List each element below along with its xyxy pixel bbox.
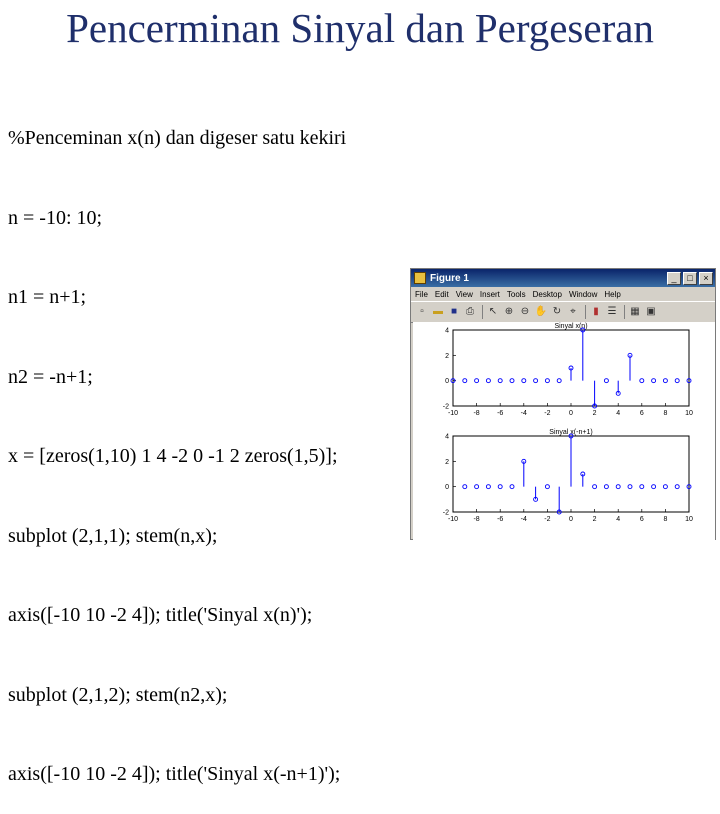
menu-window[interactable]: Window: [568, 289, 598, 299]
open-icon[interactable]: ▬: [433, 306, 443, 317]
code-block: [8, 72, 346, 814]
axes-title: Sinyal x(n): [554, 323, 588, 330]
code-line: axis([-10 10 -2 4]); title('Sinyal x(-n+1)');: [8, 763, 341, 785]
x-tick-label: -2: [544, 410, 551, 417]
code-line: n1 = n+1;: [8, 286, 87, 308]
toolbar-divider: [624, 305, 625, 319]
axes-title: Sinyal x(-n+1): [549, 429, 593, 436]
x-tick-label: 4: [616, 516, 621, 523]
save-icon[interactable]: ■: [450, 306, 458, 317]
x-tick-label: -10: [447, 516, 459, 523]
y-tick-label: -2: [442, 509, 449, 517]
menu-desktop[interactable]: Desktop: [532, 289, 562, 299]
code-line: subplot (2,1,2); stem(n2,x);: [8, 683, 228, 706]
minimize-button[interactable]: _: [667, 272, 681, 285]
y-tick-label: 4: [445, 327, 449, 335]
toolbar-divider: [482, 305, 483, 319]
x-tick-label: 8: [663, 516, 668, 523]
x-tick-label: 2: [592, 516, 597, 523]
new-icon[interactable]: ▫: [420, 306, 424, 317]
x-tick-label: 10: [685, 516, 693, 523]
code-line: n2 = -n+1;: [8, 365, 93, 388]
zoom-out-icon[interactable]: ⊖: [520, 306, 530, 317]
figure-toolbar: [411, 301, 715, 323]
matlab-figure-window: [410, 268, 716, 540]
code-line: axis([-10 10 -2 4]); title('Sinyal x(n)');: [8, 604, 313, 626]
legend-icon[interactable]: ☰: [607, 306, 617, 317]
maximize-button[interactable]: □: [683, 272, 697, 285]
x-tick-label: 2: [592, 410, 597, 417]
rotate-icon[interactable]: ↻: [552, 306, 562, 317]
figure-titlebar[interactable]: [411, 269, 715, 287]
x-tick-label: -6: [497, 410, 504, 417]
stem-plots: [413, 322, 715, 540]
x-tick-label: 6: [639, 410, 644, 417]
menu-view[interactable]: View: [455, 289, 473, 299]
x-tick-label: -4: [520, 410, 527, 417]
code-line: x = [zeros(1,10) 1 4 -2 0 -1 2 zeros(1,5)];: [8, 445, 338, 467]
x-tick-label: 4: [616, 410, 621, 417]
y-tick-label: 0: [445, 378, 449, 386]
code-line: n = -10: 10;: [8, 206, 103, 229]
x-tick-label: -6: [497, 516, 504, 523]
menu-edit[interactable]: Edit: [434, 289, 449, 299]
colorbar-icon[interactable]: ▮: [593, 306, 599, 317]
toolbar-divider: [585, 305, 586, 319]
menu-help[interactable]: Help: [604, 289, 621, 299]
x-tick-label: -4: [520, 516, 527, 523]
figure-menubar: [411, 287, 715, 301]
x-tick-label: 6: [639, 516, 644, 523]
x-tick-label: 8: [663, 410, 668, 417]
data-cursor-icon[interactable]: ⌖: [570, 306, 576, 317]
x-tick-label: -2: [544, 516, 551, 523]
zoom-in-icon[interactable]: ⊕: [504, 306, 514, 317]
x-tick-label: -10: [447, 410, 459, 417]
plot-area: [413, 322, 715, 540]
menu-file[interactable]: File: [415, 289, 428, 299]
x-tick-label: -8: [473, 516, 480, 523]
x-tick-label: 10: [685, 410, 693, 417]
matlab-figure-icon: [414, 272, 426, 284]
y-tick-label: -2: [442, 403, 449, 411]
x-tick-label: -8: [473, 410, 480, 417]
menu-tools[interactable]: Tools: [506, 289, 526, 299]
pan-icon[interactable]: ✋: [534, 306, 548, 317]
code-line: %Penceminan x(n) dan digeser satu kekiri: [8, 127, 347, 149]
y-tick-label: 2: [445, 458, 449, 466]
menu-insert[interactable]: Insert: [479, 289, 500, 299]
print-icon[interactable]: ⎙: [466, 306, 474, 317]
y-tick-label: 4: [445, 433, 449, 441]
y-tick-label: 0: [445, 484, 449, 492]
figure-title: Figure 1: [430, 272, 469, 284]
y-tick-label: 2: [445, 352, 449, 360]
plot-tools-icon[interactable]: ▣: [646, 306, 656, 317]
x-tick-label: 0: [569, 410, 573, 417]
pointer-icon[interactable]: ↖: [488, 306, 498, 317]
grid-icon[interactable]: ▦: [630, 306, 640, 317]
x-tick-label: 0: [569, 516, 573, 523]
code-line: subplot (2,1,1); stem(n,x);: [8, 524, 218, 547]
close-button[interactable]: ×: [699, 272, 713, 285]
slide-title: Pencerminan Sinyal dan Pergeseran: [66, 5, 654, 51]
